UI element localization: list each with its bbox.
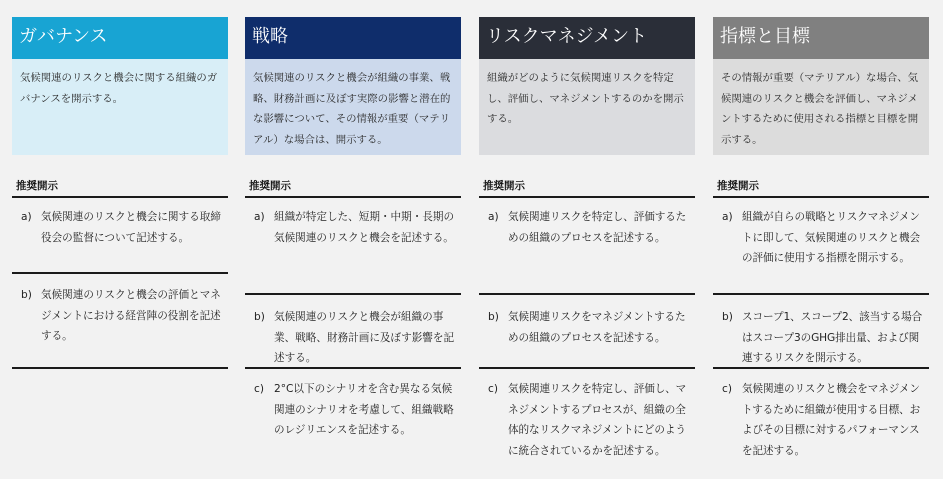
divider [12, 196, 228, 198]
divider [12, 272, 228, 274]
item-text: スコープ1、スコープ2、該当する場合はスコープ3のGHG排出量、および関連するリスクを開示する。 [742, 311, 923, 364]
recommended-disclosures-label: 推奨開示 [483, 180, 525, 192]
column-strategy [245, 17, 461, 436]
divider [245, 367, 461, 369]
item-text: 組織が特定した、短期・中期・長期の気候関連のリスクと機会を記述する。 [274, 211, 455, 244]
item-text: 2°C以下のシナリオを含む異なる気候関連のシナリオを考慮して、組織戦略のレジリエンスを記述する。 [274, 383, 454, 436]
divider [245, 196, 461, 198]
column-metrics-targets [713, 17, 929, 457]
item-text: 組織が自らの戦略とリスクマネジメントに即して、気候関連のリスクと機会の評価に使用する指標を開示する。 [742, 211, 920, 264]
recommended-disclosures-label: 推奨開示 [16, 180, 58, 192]
item-marker: a) [722, 211, 733, 223]
item-marker: c) [722, 383, 732, 395]
item-text: 気候関連のリスクと機会が組織の事業、戦略、財務計画に及ぼす影響を記述する。 [274, 311, 455, 364]
item-marker: b) [254, 311, 265, 323]
column-title: 指標と目標 [713, 17, 929, 59]
column-title: ガバナンス [12, 17, 228, 59]
divider [479, 196, 695, 198]
column-risk-management [479, 17, 695, 457]
divider [713, 367, 929, 369]
item-text: 気候関連リスクを特定し、評価するための組織のプロセスを記述する。 [508, 211, 687, 244]
item-marker: b) [722, 311, 733, 323]
item-marker: a) [21, 211, 32, 223]
item-marker: c) [254, 383, 264, 395]
item-text: 気候関連のリスクと機会をマネジメントするために組織が使用する目標、およびその目標に対するパフォーマンスを記述する。 [742, 383, 921, 457]
item-text: 気候関連のリスクと機会の評価とマネジメントにおける経営陣の役割を記述する。 [41, 289, 221, 342]
item-marker: b) [21, 289, 32, 301]
recommended-disclosures-label: 推奨開示 [249, 180, 291, 192]
item-marker: c) [488, 383, 498, 395]
column-description: 気候関連のリスクと機会に関する組織のガバナンスを開示する。 [12, 59, 228, 155]
item-marker: b) [488, 311, 499, 323]
column-description: 組織がどのように気候関連リスクを特定し、評価し、マネジメントするのかを開示する。 [479, 59, 695, 155]
recommended-disclosures-label: 推奨開示 [717, 180, 759, 192]
column-governance [12, 17, 228, 342]
item-text: 気候関連リスクを特定し、評価し、マネジメントするプロセスが、組織の全体的なリスクマネジメントにどのように統合されているかを記述する。 [508, 383, 687, 457]
item-text: 気候関連リスクをマネジメントするための組織のプロセスを記述する。 [508, 311, 686, 344]
item-marker: a) [254, 211, 265, 223]
divider [12, 367, 228, 369]
column-title: 戦略 [245, 17, 461, 59]
divider [479, 293, 695, 295]
column-description: 気候関連のリスクと機会が組織の事業、戦略、財務計画に及ぼす実際の影響と潜在的な影響について、その情報が重要（マテリアル）な場合は、開示する。 [245, 59, 461, 155]
column-title: リスクマネジメント [479, 17, 695, 59]
divider [245, 293, 461, 295]
divider [713, 293, 929, 295]
item-text: 気候関連のリスクと機会に関する取締役会の監督について記述する。 [41, 211, 221, 244]
divider [479, 367, 695, 369]
divider [713, 196, 929, 198]
column-description: その情報が重要（マテリアル）な場合、気候関連のリスクと機会を評価し、マネジメントするために使用される指標と目標を開示する。 [713, 59, 929, 155]
item-marker: a) [488, 211, 499, 223]
